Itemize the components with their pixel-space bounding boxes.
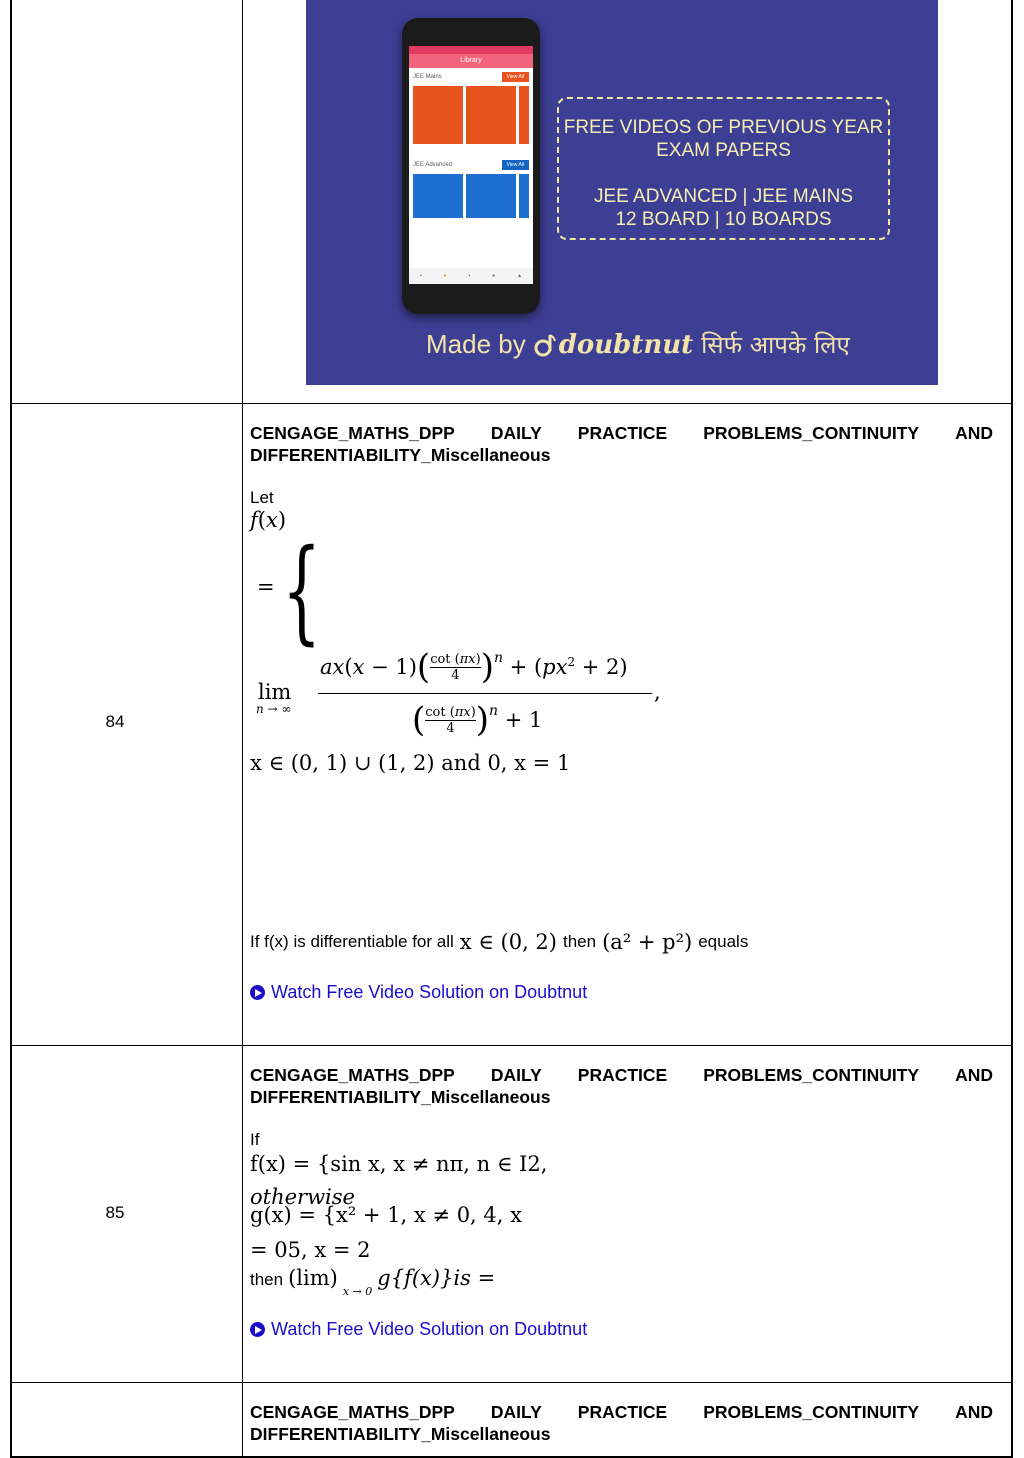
phone-view-all-button: View All: [502, 72, 529, 82]
heading-word: AND: [955, 423, 993, 443]
column-divider: [242, 0, 243, 1456]
promo-line: JEE ADVANCED | JEE MAINS: [593, 186, 854, 207]
heading-word: DIFFERENTIABILITY_Miscellaneous: [250, 445, 551, 465]
math-brace: {: [282, 526, 322, 656]
question-86: [250, 1401, 993, 1445]
question-number: 85: [105, 1203, 125, 1222]
watch-video-link[interactable]: [250, 1319, 587, 1340]
math-equals: =: [257, 575, 275, 599]
math-line: f(x) = {sin x, x ≠ nπ, n ∈ I2,: [250, 1152, 548, 1176]
math-numerator: ax(x − 1) ( cot (πx) 4 ) n + $(px^2 + 2)$: [320, 647, 628, 687]
heading-word: CENGAGE_MATHS_DPP: [250, 423, 455, 443]
question-85: [250, 1064, 993, 1108]
play-icon: [250, 1322, 265, 1337]
question-heading: [250, 1064, 993, 1108]
question-math: (a² + p²): [602, 930, 693, 954]
row-divider: [12, 1382, 1011, 1383]
promo-line: EXAM PAPERS: [656, 140, 791, 161]
phone-card: [413, 86, 463, 144]
question-84: [250, 422, 993, 466]
brand-name: doubtnut: [558, 329, 694, 360]
phone-mockup: [402, 18, 540, 314]
row-divider: [12, 1045, 1011, 1046]
math-limit-line: [250, 1266, 496, 1298]
phone-card: [466, 86, 516, 144]
math-line: g(x) = {x² + 1, x ≠ 0, 4, x: [250, 1203, 522, 1227]
heading-word: PRACTICE: [577, 1065, 668, 1085]
heading-word: AND: [955, 1402, 993, 1422]
heading-word: PROBLEMS_CONTINUITY: [703, 423, 920, 443]
made-by-line: [426, 328, 938, 361]
heading-word: DAILY: [490, 423, 542, 443]
math-denominator: ( cot (πx) 4 ) n + 1: [412, 700, 543, 740]
question-text: [250, 930, 748, 954]
question-heading: [250, 1401, 993, 1445]
made-by-text: Made by: [426, 329, 526, 359]
heading-word: DIFFERENTIABILITY_Miscellaneous: [250, 1424, 551, 1444]
phone-view-all-button: View All: [502, 160, 529, 170]
phone-card: [519, 174, 529, 218]
play-icon: [250, 985, 265, 1000]
phone-card: [466, 174, 516, 218]
heading-word: PROBLEMS_CONTINUITY: [703, 1065, 920, 1085]
promo-line: FREE VIDEOS OF PREVIOUS YEAR: [563, 117, 884, 138]
promo-line: 12 BOARD | 10 BOARDS: [615, 209, 832, 230]
row-divider: [12, 403, 1011, 404]
phone-bottom-nav: ▪ ● ▪ ● ▲: [409, 268, 533, 284]
math-line: otherwise: [250, 1185, 355, 1209]
math-lim: lim: [258, 680, 292, 704]
heading-word: DAILY: [490, 1402, 542, 1422]
question-heading: [250, 422, 993, 466]
question-number: 84: [105, 712, 125, 731]
if-text: If: [250, 1130, 260, 1149]
phone-screen-title: Library: [409, 54, 533, 68]
heading-word: CENGAGE_MATHS_DPP: [250, 1065, 455, 1085]
watch-video-label[interactable]: Watch Free Video Solution on Doubtnut: [271, 1319, 588, 1339]
question-math: x ∈ (0, 2): [459, 930, 557, 954]
doubtnut-logo-icon: [534, 333, 556, 357]
then-text: then: [250, 1270, 284, 1289]
doubtnut-logo: [534, 330, 693, 360]
math-comma: ,: [654, 680, 661, 704]
question-suffix: equals: [698, 932, 749, 951]
phone-section-label: JEE Mains: [413, 74, 442, 80]
math-lim-subscript: n → ∞: [256, 702, 292, 716]
question-mid: then: [562, 932, 597, 951]
phone-card: [519, 86, 529, 144]
heading-word: PROBLEMS_CONTINUITY: [703, 1402, 920, 1422]
heading-word: AND: [955, 1065, 993, 1085]
question-prefix: If f(x) is differentiable for all: [250, 932, 454, 951]
promo-text-box: [557, 97, 890, 240]
heading-word: DIFFERENTIABILITY_Miscellaneous: [250, 1087, 551, 1107]
math-expression: g{f(x)}is =: [377, 1266, 496, 1290]
math-lim-subscript: x → 0: [342, 1285, 373, 1298]
math-lim: (lim): [288, 1266, 338, 1290]
watch-video-label[interactable]: Watch Free Video Solution on Doubtnut: [271, 982, 588, 1002]
phone-card: [413, 174, 463, 218]
doubtnut-promo-banner[interactable]: [306, 0, 938, 385]
math-fx: f(x): [250, 508, 287, 532]
heading-word: PRACTICE: [577, 1402, 668, 1422]
math-line: = 05, x = 2: [250, 1238, 371, 1262]
phone-screen: [409, 46, 533, 284]
heading-word: DAILY: [490, 1065, 542, 1085]
heading-word: CENGAGE_MATHS_DPP: [250, 1402, 455, 1422]
let-text: Let: [250, 488, 274, 507]
fraction-bar: [318, 693, 652, 694]
hindi-tagline: सिर्फ आपके लिए: [701, 331, 850, 359]
math-domain: x ∈ (0, 1) ∪ (1, 2) and 0, x = 1: [250, 751, 571, 775]
phone-section-label: JEE Advanced: [413, 162, 453, 168]
watch-video-link[interactable]: [250, 982, 587, 1003]
heading-word: PRACTICE: [577, 423, 668, 443]
